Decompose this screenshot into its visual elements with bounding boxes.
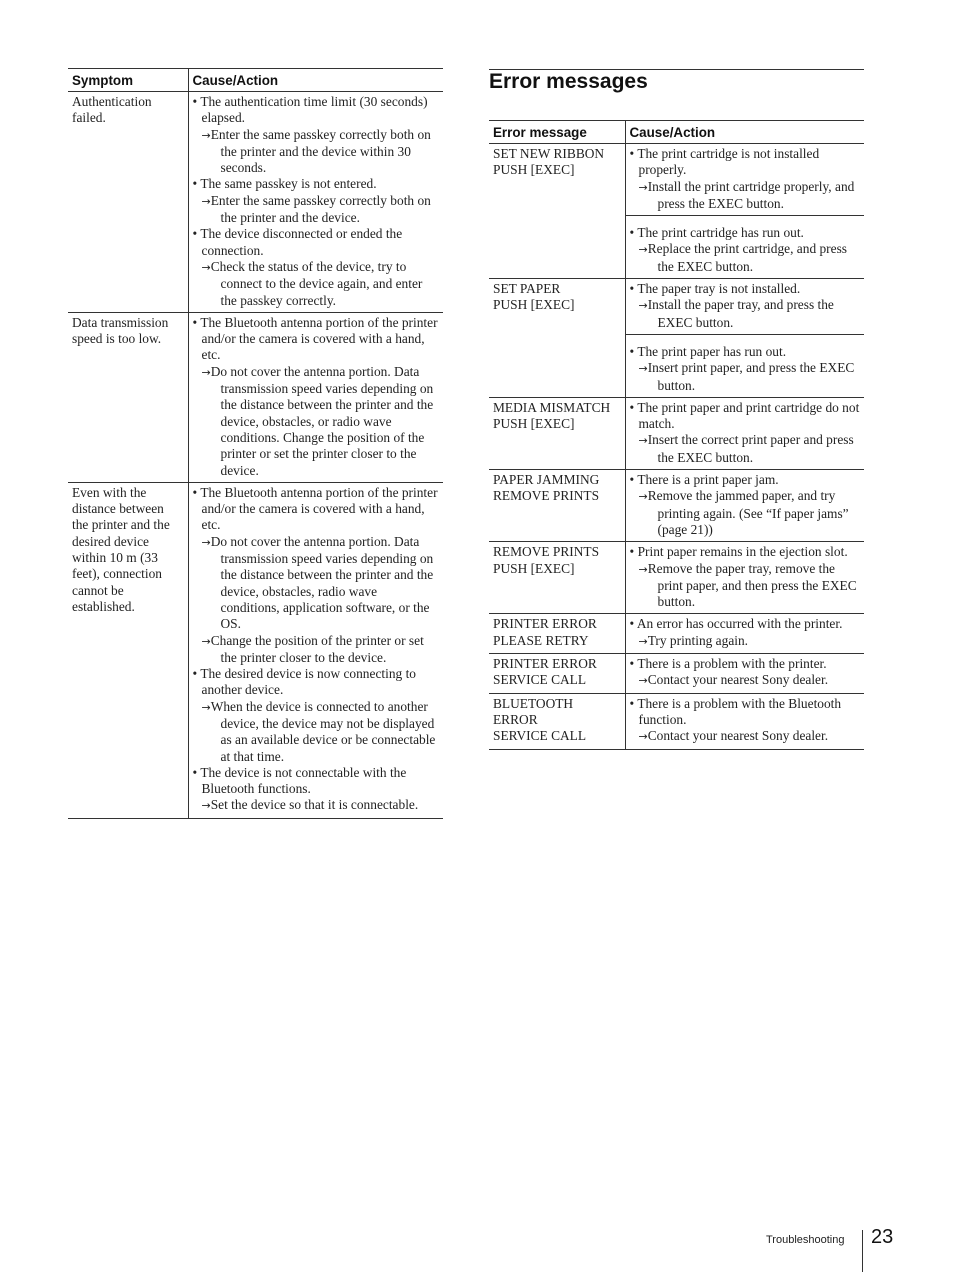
error-message-line: PUSH [EXEC] — [493, 297, 575, 313]
arrow-icon: → — [201, 194, 211, 208]
cause-item — [193, 765, 440, 798]
arrow-icon: → — [638, 634, 648, 648]
cause-column-header: Cause/Action — [188, 69, 443, 92]
error-message-cell — [489, 279, 625, 398]
action-text: Change the position of the printer or set the printer closer to the device. — [210, 632, 424, 665]
arrow-icon: → — [201, 634, 211, 648]
error-row — [489, 614, 864, 654]
error-row — [489, 693, 864, 749]
symptom-row — [68, 312, 443, 482]
error-table-header — [489, 121, 864, 144]
bullet-glyph: • — [629, 146, 635, 161]
bullet-glyph: • — [629, 616, 635, 632]
cause-text: There is a problem with the printer. — [637, 656, 827, 672]
cause-item — [630, 400, 861, 433]
cause-text: The paper tray is not installed. — [637, 281, 801, 297]
arrow-icon: → — [638, 730, 648, 744]
action-text: Set the device so that it is connectable. — [210, 797, 419, 813]
cause-action-cell — [188, 482, 443, 818]
error-cause-column-header: Cause/Action — [625, 121, 864, 144]
arrow-icon: → — [638, 180, 648, 194]
cause-text: The print paper has run out. — [637, 343, 787, 359]
bullet-glyph: • — [629, 656, 635, 672]
cause-text: The same passkey is not entered. — [200, 176, 377, 192]
bullet-glyph: • — [192, 94, 198, 109]
cause-text: The Bluetooth antenna portion of the printer and/or the camera is covered with a hand, etc. — [200, 484, 438, 533]
action-text: Enter the same passkey correctly both on the printer and the device within 30 seconds. — [210, 126, 431, 176]
error-cause-cell — [625, 397, 864, 469]
arrow-icon: → — [638, 243, 648, 257]
action-item — [630, 561, 861, 611]
error-message-line: BLUETOOTH ERROR — [493, 695, 574, 727]
action-text: Insert the correct print paper and press the EXEC button. — [647, 432, 854, 465]
error-table-body — [489, 144, 864, 750]
action-text: Try printing again. — [647, 632, 749, 648]
bullet-glyph: • — [192, 484, 198, 500]
action-item — [630, 633, 861, 650]
cause-item — [630, 281, 861, 297]
footer-section-label: Troubleshooting — [766, 1234, 845, 1246]
action-item — [193, 699, 440, 765]
error-row — [489, 279, 864, 335]
cause-item — [193, 485, 440, 534]
error-message-line: SET PAPER — [493, 281, 561, 297]
action-item — [630, 241, 861, 275]
error-message-line: PUSH [EXEC] — [493, 560, 575, 576]
bullet-glyph: • — [192, 176, 198, 192]
cause-item — [630, 344, 861, 360]
error-message-cell — [489, 470, 625, 542]
arrow-icon: → — [201, 799, 211, 813]
cause-text: The print cartridge has run out. — [637, 225, 804, 241]
error-table — [489, 120, 864, 750]
error-message-cell — [489, 693, 625, 749]
action-text: When the device is connected to another device, the device may not be displayed as an available device or be connectable at that time. — [210, 698, 436, 764]
cause-text: The print paper and print cartridge do not match. — [637, 399, 860, 432]
action-item — [630, 488, 861, 538]
arrow-icon: → — [201, 128, 211, 142]
error-cause-cell — [625, 654, 864, 694]
cause-action-cell — [188, 312, 443, 482]
error-cause-cell — [625, 216, 864, 279]
error-cause-cell — [625, 470, 864, 542]
bullet-glyph: • — [629, 399, 635, 415]
error-cause-cell — [625, 614, 864, 654]
error-row — [489, 654, 864, 694]
action-text: Install the paper tray, and press the EXEC button. — [647, 297, 834, 330]
arrow-icon: → — [638, 674, 648, 688]
bullet-glyph: • — [629, 343, 635, 359]
action-item — [630, 728, 861, 745]
bullet-glyph: • — [629, 281, 635, 297]
cause-item — [630, 696, 861, 729]
error-message-line: PRINTER ERROR — [493, 616, 597, 632]
action-item — [630, 360, 861, 394]
symptom-cell: Data transmission speed is too low. — [72, 314, 169, 347]
action-text: Remove the paper tray, remove the print paper, and then press the EXEC button. — [647, 560, 857, 610]
symptom-column-header: Symptom — [72, 72, 134, 88]
action-text: Contact your nearest Sony dealer. — [647, 728, 829, 744]
cause-item — [630, 656, 861, 672]
bullet-glyph: • — [629, 472, 635, 488]
arrow-icon: → — [201, 700, 211, 714]
error-cause-cell — [625, 542, 864, 614]
action-text: Remove the jammed paper, and try printing again. (See “If paper jams” (page 21)) — [647, 488, 849, 537]
arrow-icon: → — [638, 434, 648, 448]
action-item — [193, 633, 440, 667]
cause-item — [193, 226, 440, 259]
cause-action-cell — [188, 92, 443, 313]
cause-text: The desired device is now connecting to another device. — [200, 666, 416, 698]
cause-text: The Bluetooth antenna portion of the printer and/or the camera is covered with a hand, etc. — [200, 314, 438, 363]
action-item — [630, 432, 861, 466]
cause-item — [193, 315, 440, 364]
symptom-table-body — [68, 92, 443, 819]
cause-text: Print paper remains in the ejection slot. — [637, 544, 848, 560]
error-message-cell — [489, 397, 625, 469]
error-message-line: SET NEW RIBBON — [493, 146, 605, 161]
error-message-line: SERVICE CALL — [493, 728, 587, 744]
arrow-icon: → — [201, 260, 211, 274]
symptom-table — [68, 68, 443, 819]
cause-text: The device is not connectable with the Bluetooth functions. — [200, 764, 407, 797]
action-item — [193, 259, 440, 309]
footer-divider — [862, 1230, 863, 1272]
error-message-cell — [489, 654, 625, 694]
cause-item — [630, 472, 861, 488]
bullet-glyph: • — [629, 544, 635, 560]
cause-item — [630, 616, 861, 632]
bullet-glyph: • — [192, 226, 198, 242]
arrow-icon: → — [638, 299, 648, 313]
action-item — [193, 193, 440, 227]
action-item — [630, 297, 861, 331]
symptom-row — [68, 92, 443, 313]
page-number: 23 — [871, 1226, 894, 1248]
error-cause-cell — [625, 144, 864, 216]
error-message-cell — [489, 614, 625, 654]
symptom-cell: Authentication failed. — [72, 94, 152, 126]
symptom-table-header — [68, 69, 443, 92]
action-text: Enter the same passkey correctly both on the printer and the device. — [210, 192, 431, 226]
error-message-line: REMOVE PRINTS — [493, 488, 600, 504]
error-row — [489, 470, 864, 542]
error-message-line: PUSH [EXEC] — [493, 416, 575, 432]
bullet-glyph: • — [192, 666, 198, 682]
bullet-glyph: • — [192, 314, 198, 330]
cause-text: The print cartridge is not installed properly. — [637, 146, 820, 178]
error-row — [489, 144, 864, 216]
error-row — [489, 397, 864, 469]
action-text: Replace the print cartridge, and press the EXEC button. — [647, 241, 848, 274]
error-message-line: MEDIA MISMATCH — [493, 399, 611, 415]
error-message-cell — [489, 144, 625, 279]
action-text: Insert print paper, and press the EXEC button. — [647, 360, 855, 393]
symptom-cell: Even with the distance between the printer and the desired device within 10 m (33 feet), connection cannot be established. — [72, 484, 170, 614]
symptom-row — [68, 482, 443, 818]
arrow-icon: → — [201, 365, 211, 379]
cause-item — [630, 225, 861, 241]
error-cause-cell — [625, 279, 864, 335]
arrow-icon: → — [638, 362, 648, 376]
action-item — [193, 127, 440, 177]
arrow-icon: → — [638, 562, 648, 576]
error-message-line: SERVICE CALL — [493, 672, 587, 688]
arrow-icon: → — [201, 535, 211, 549]
action-item — [630, 179, 861, 213]
error-cause-cell — [625, 334, 864, 397]
action-text: Install the print cartridge properly, and press the EXEC button. — [647, 178, 855, 211]
error-message-line: PLEASE RETRY — [493, 632, 589, 648]
error-message-line: PUSH [EXEC] — [493, 162, 575, 178]
section-title: Error messages — [489, 70, 648, 93]
error-row — [489, 542, 864, 614]
bullet-glyph: • — [629, 695, 635, 711]
action-item — [193, 364, 440, 479]
error-message-cell — [489, 542, 625, 614]
cause-text: The device disconnected or ended the connection. — [200, 226, 403, 258]
cause-text: The authentication time limit (30 seconds) elapsed. — [200, 94, 428, 126]
action-text: Contact your nearest Sony dealer. — [647, 672, 829, 688]
cause-item — [630, 544, 861, 560]
action-text: Do not cover the antenna portion. Data transmission speed varies depending on the distance between the printer and the device, obstacles, or radio wave conditions. Change the position of the printer or set the printer closer to the device. — [210, 363, 434, 478]
error-message-line: PRINTER ERROR — [493, 656, 597, 672]
cause-item — [630, 146, 861, 179]
action-text: Do not cover the antenna portion. Data transmission speed varies depending on the distance between the printer and the device, obstacles, radio wave conditions, application software, or the OS. — [210, 533, 434, 632]
action-text: Check the status of the device, try to connect to the device again, and enter the passkey correctly. — [210, 258, 423, 308]
action-item — [193, 534, 440, 633]
action-item — [630, 672, 861, 689]
cause-item — [193, 94, 440, 127]
arrow-icon: → — [638, 490, 648, 504]
error-cause-cell — [625, 693, 864, 749]
bullet-glyph: • — [192, 764, 198, 780]
error-message-line: REMOVE PRINTS — [493, 544, 600, 560]
cause-text: There is a print paper jam. — [637, 472, 779, 488]
action-item — [193, 797, 440, 814]
cause-item — [193, 666, 440, 699]
error-message-line: PAPER JAMMING — [493, 472, 600, 488]
cause-item — [193, 176, 440, 192]
error-message-column-header: Error message — [493, 124, 587, 140]
cause-text: An error has occurred with the printer. — [636, 616, 843, 632]
bullet-glyph: • — [629, 225, 635, 241]
cause-text: There is a problem with the Bluetooth function. — [637, 695, 842, 727]
